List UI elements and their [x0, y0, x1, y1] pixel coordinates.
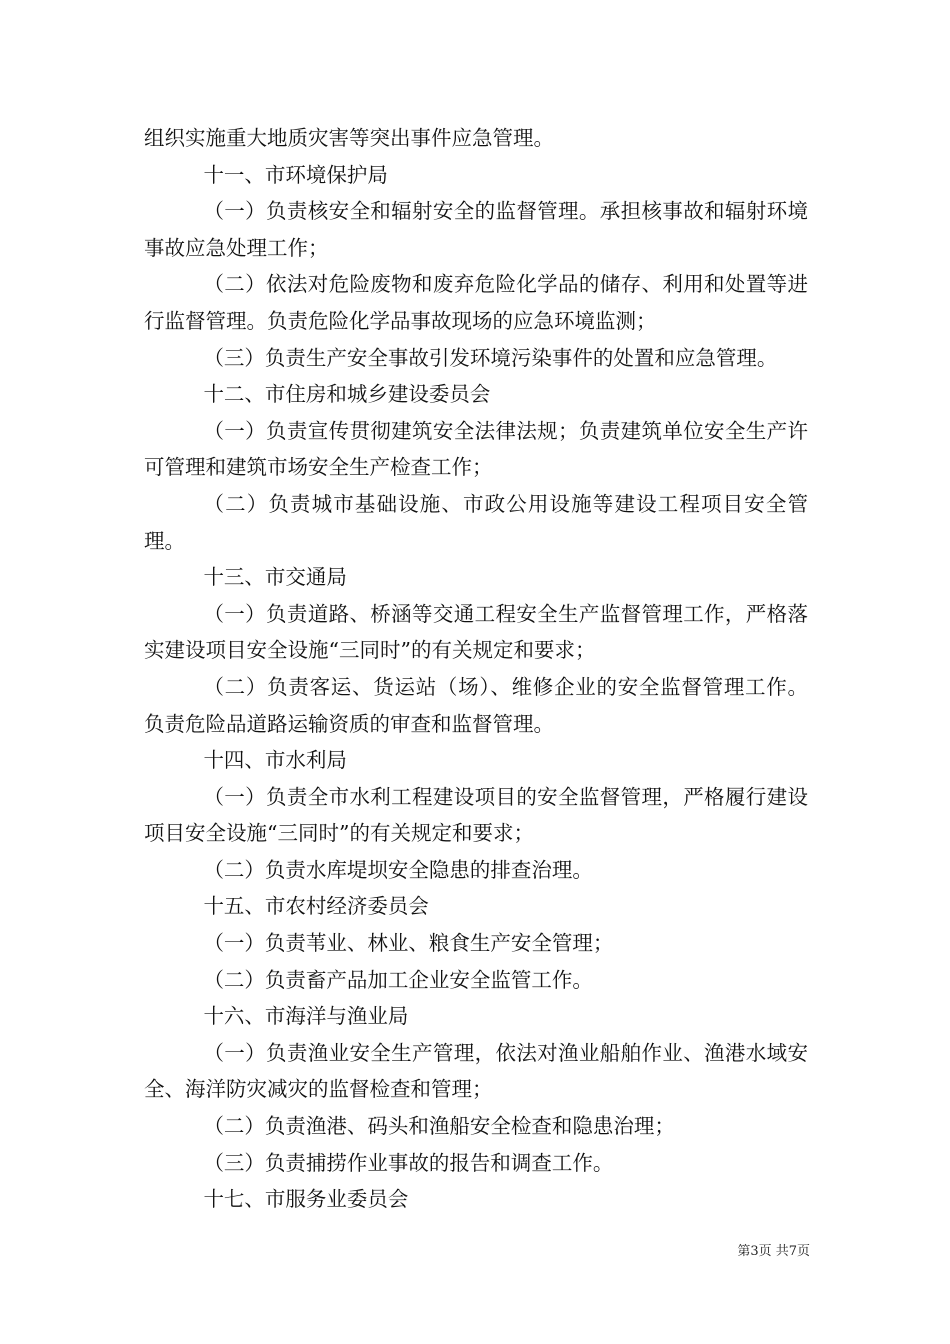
section-heading: 十二、市住房和城乡建设委员会: [203, 382, 491, 407]
paragraph: （二）负责城市基础设施、市政公用设施等建设工程项目安全管理。: [144, 491, 808, 553]
paragraph: （三）负责捕捞作业事故的报告和调查工作。: [203, 1150, 614, 1175]
document-body: [144, 120, 808, 1218]
paragraph: （一）负责渔业安全生产管理，依法对渔业船舶作业、渔港水域安全、海洋防灾减灾的监督检查和管理；: [144, 1040, 808, 1102]
paragraph: （一）负责全市水利工程建设项目的安全监督管理，严格履行建设项目安全设施“三同时”的有关规定和要求；: [144, 784, 808, 846]
section-heading: 十四、市水利局: [203, 748, 347, 773]
paragraph: （二）负责客运、货运站（场）、维修企业的安全监督管理工作。负责危险品道路运输资质的审查和监督管理。: [144, 674, 808, 736]
paragraph: （二）负责畜产品加工企业安全监管工作。: [203, 967, 593, 992]
section-heading: 十一、市环境保护局: [203, 162, 388, 187]
section-heading: 十五、市农村经济委员会: [203, 894, 429, 919]
paragraph: （三）负责生产安全事故引发环境污染事件的处置和应急管理。: [203, 345, 778, 370]
paragraph: （二）负责水库堤坝安全隐患的排查治理。: [203, 857, 593, 882]
section-heading: 十七、市服务业委员会: [203, 1187, 409, 1212]
paragraph: （一）负责道路、桥涵等交通工程安全生产监督管理工作，严格落实建设项目安全设施“三同时”的有关规定和要求；: [144, 601, 808, 663]
paragraph: （二）负责渔港、码头和渔船安全检查和隐患治理；: [203, 1114, 675, 1139]
page-number: 第3页 共7页: [737, 1244, 810, 1259]
paragraph: （二）依法对危险废物和废弃危险化学品的储存、利用和处置等进行监督管理。负责危险化学品事故现场的应急环境监测；: [144, 272, 808, 333]
section-heading: 十三、市交通局: [203, 565, 347, 590]
section-heading: 十六、市海洋与渔业局: [203, 1004, 409, 1029]
paragraph: （一）负责核安全和辐射安全的监督管理。承担核事故和辐射环境事故应急处理工作；: [144, 199, 808, 260]
paragraph: （一）负责苇业、林业、粮食生产安全管理；: [203, 931, 614, 956]
paragraph: 组织实施重大地质灾害等突出事件应急管理。: [144, 126, 554, 150]
paragraph: （一）负责宣传贯彻建筑安全法律法规；负责建筑单位安全生产许可管理和建筑市场安全生产检查工作；: [144, 418, 808, 480]
